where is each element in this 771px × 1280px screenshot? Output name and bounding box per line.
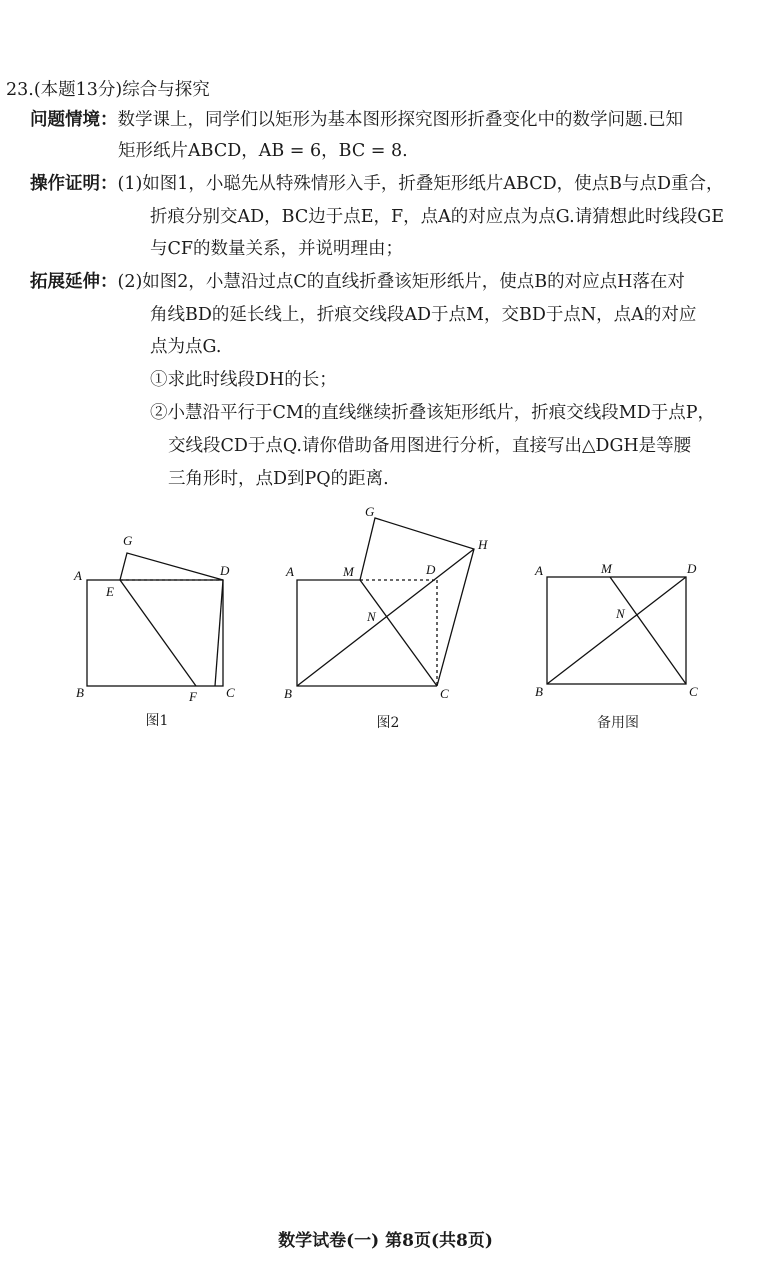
fig2-label-c: C (440, 686, 449, 701)
fig3-crease-mc (610, 577, 686, 684)
fig1-label-b: B (76, 685, 84, 700)
ext-line-2: 角线BD的延长线上，折痕交线段AD于点M，交BD于点N，点A的对应 (150, 305, 697, 325)
proof-line-3: 与CF的数量关系，并说明理由； (150, 239, 404, 259)
ext-line-3: 点为点G. (150, 337, 222, 357)
figure-1 (70, 525, 250, 705)
fig1-label-g: G (123, 533, 133, 548)
sub-question-1: ①求此时线段DH的长； (150, 370, 337, 390)
fig2-diagonal-bh (297, 549, 474, 686)
situation-line-1: 问题情境：数学课上，同学们以矩形为基本图形探究图形折叠变化中的数学问题.已知 (30, 110, 684, 130)
fig2-label-m: M (343, 564, 354, 579)
fig1-label-a: A (74, 568, 82, 583)
fig3-diagonal-bd (547, 577, 686, 684)
fig1-caption: 图1 (145, 713, 169, 729)
extension-label: 拓展延伸： (30, 272, 118, 292)
fig2-label-n: N (367, 609, 376, 624)
fig3-label-c: C (689, 684, 698, 699)
fig1-label-e: E (106, 584, 114, 599)
fig1-fold-df (215, 580, 223, 686)
sub-question-2-line-1: ②小慧沿平行于CM的直线继续折叠该矩形纸片，折痕交线段MD于点P， (150, 403, 716, 423)
fig3-caption: 备用图 (597, 715, 639, 731)
proof-label: 操作证明： (30, 174, 118, 194)
fig2-folded-edges (360, 518, 474, 686)
fig2-crease-mc (360, 580, 437, 686)
fig2-label-d: D (426, 562, 436, 577)
sub-question-2-line-3: 三角形时，点D到PQ的距离. (168, 469, 389, 489)
page-footer: 数学试卷(一) 第8页(共8页) (278, 1231, 493, 1251)
fig2-label-g: G (365, 504, 375, 519)
fig3-label-a: A (535, 563, 543, 578)
fig2-caption: 图2 (376, 715, 400, 731)
problem-header: 23.(本题13分)综合与探究 (6, 80, 210, 100)
fig1-label-d: D (220, 563, 230, 578)
situation-label: 问题情境： (30, 110, 118, 130)
fig1-label-f: F (189, 689, 197, 704)
fig3-label-n: N (616, 606, 625, 621)
figure-spare (530, 555, 710, 705)
fig2-label-a: A (286, 564, 294, 579)
situation-line-2: 矩形纸片ABCD，AB = 6，BC = 8. (118, 141, 408, 161)
fig1-folded-edges (120, 553, 223, 580)
proof-line-2: 折痕分别交AD，BC边于点E，F，点A的对应点为点G.请猜想此时线段GE (150, 207, 724, 227)
proof-line-1: 操作证明：(1)如图1，小聪先从特殊情形入手，折叠矩形纸片ABCD，使点B与点D重合， (30, 174, 724, 194)
fig1-label-c: C (226, 685, 235, 700)
fig3-label-b: B (535, 684, 543, 699)
fig1-crease-ef (120, 580, 196, 686)
ext-line-1: 拓展延伸：(2)如图2，小慧沿过点C的直线折叠该矩形纸片，使点B的对应点H落在对 (30, 272, 685, 292)
fig3-label-d: D (687, 561, 697, 576)
fig2-label-b: B (284, 686, 292, 701)
figure-2 (280, 498, 510, 708)
sub-question-2-line-2: 交线段CD于点Q.请你借助备用图进行分析，直接写出△DGH是等腰 (168, 436, 692, 456)
fig2-label-h: H (478, 537, 488, 552)
fig3-label-m: M (601, 561, 612, 576)
